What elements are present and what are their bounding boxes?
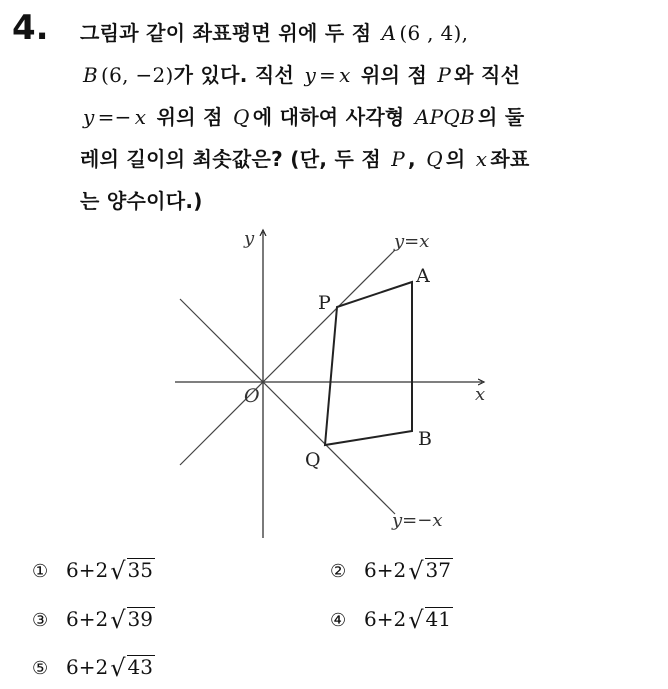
question-number: 4.	[12, 8, 49, 48]
coordinate-figure	[160, 220, 500, 550]
math-symbol: P	[437, 63, 452, 87]
question-line	[80, 54, 640, 96]
question-text-run: 가 있다. 직선	[173, 63, 302, 87]
choice-1[interactable]	[32, 555, 155, 586]
point-b-label: B	[418, 428, 432, 450]
question-text-run: 그림과 같이 좌표평면 위에 두 점	[80, 21, 379, 45]
math-symbol: y	[304, 63, 317, 87]
question-text-run: 위의 점	[353, 63, 435, 87]
choice-5-number: ⑤	[32, 658, 49, 679]
math-symbol: x	[134, 105, 147, 129]
sqrt-icon: √	[110, 654, 126, 682]
question-line	[80, 96, 640, 138]
math-symbol: Q	[232, 105, 250, 129]
choice-3-radicand: 39	[127, 607, 153, 631]
choice-4-lead: 6+2	[364, 607, 407, 631]
question-text-run: 의	[445, 147, 473, 171]
choice-5[interactable]	[32, 652, 155, 683]
math-symbol: P	[391, 147, 406, 171]
math-symbol: Q	[426, 147, 443, 171]
question-line	[80, 12, 640, 54]
choice-4-radicand: 41	[425, 607, 451, 631]
line-yx-label: y=x	[394, 231, 430, 252]
choice-2-number: ②	[330, 561, 347, 582]
sqrt-icon: √	[408, 606, 424, 634]
math-expression: (6, −2)	[101, 63, 174, 87]
question-text-run: ,	[408, 147, 424, 171]
math-symbol: x	[475, 147, 488, 171]
choice-3[interactable]	[32, 604, 155, 635]
choice-4-number: ④	[330, 610, 347, 631]
choice-2[interactable]	[330, 555, 453, 586]
question-text	[80, 12, 640, 222]
math-expression: =−	[97, 105, 132, 129]
choice-3-lead: 6+2	[66, 607, 109, 631]
quadrilateral-apqb	[325, 282, 412, 445]
point-a-label: A	[416, 265, 430, 287]
axis-x-label: x	[475, 384, 486, 405]
choice-5-lead: 6+2	[66, 655, 109, 679]
question-text-run: 좌표	[490, 147, 530, 171]
point-q-label: Q	[305, 449, 321, 471]
question-text-run: 의 둘	[478, 105, 525, 129]
figure-svg	[160, 220, 500, 550]
axis-y-label: y	[244, 228, 255, 249]
sqrt-icon: √	[110, 606, 126, 634]
choice-1-radicand: 35	[127, 558, 153, 582]
math-expression: =	[319, 63, 337, 87]
choice-4[interactable]	[330, 604, 453, 635]
question-text-run: 와 직선	[454, 63, 521, 87]
question-line	[80, 180, 640, 222]
choice-2-lead: 6+2	[364, 558, 407, 582]
line-y-equals-neg-x	[180, 299, 395, 514]
point-p-label: P	[318, 292, 331, 314]
sqrt-icon: √	[408, 557, 424, 585]
choice-3-number: ③	[32, 610, 49, 631]
question-text-run: 위의 점	[149, 105, 230, 129]
choice-5-radicand: 43	[127, 655, 153, 679]
math-symbol: x	[339, 63, 351, 87]
math-symbol: B	[83, 63, 98, 87]
choice-2-radicand: 37	[425, 558, 451, 582]
math-symbol: A	[381, 21, 397, 45]
line-y-equals-x	[180, 250, 395, 465]
choice-1-lead: 6+2	[66, 558, 109, 582]
origin-label: O	[244, 385, 260, 407]
math-symbol: y	[83, 105, 95, 129]
choice-1-number: ①	[32, 561, 49, 582]
question-text-run: 레의 길이의 최솟값은? (단, 두 점	[80, 147, 389, 171]
sqrt-icon: √	[110, 557, 126, 585]
question-text-run: 에 대하여 사각형	[252, 105, 412, 129]
math-expression: (6 , 4),	[399, 21, 469, 45]
line-ynx-label: y=−x	[392, 510, 443, 531]
question-line	[80, 138, 640, 180]
question-text-run: 는 양수이다.)	[80, 189, 203, 213]
math-symbol: APQB	[414, 105, 476, 129]
